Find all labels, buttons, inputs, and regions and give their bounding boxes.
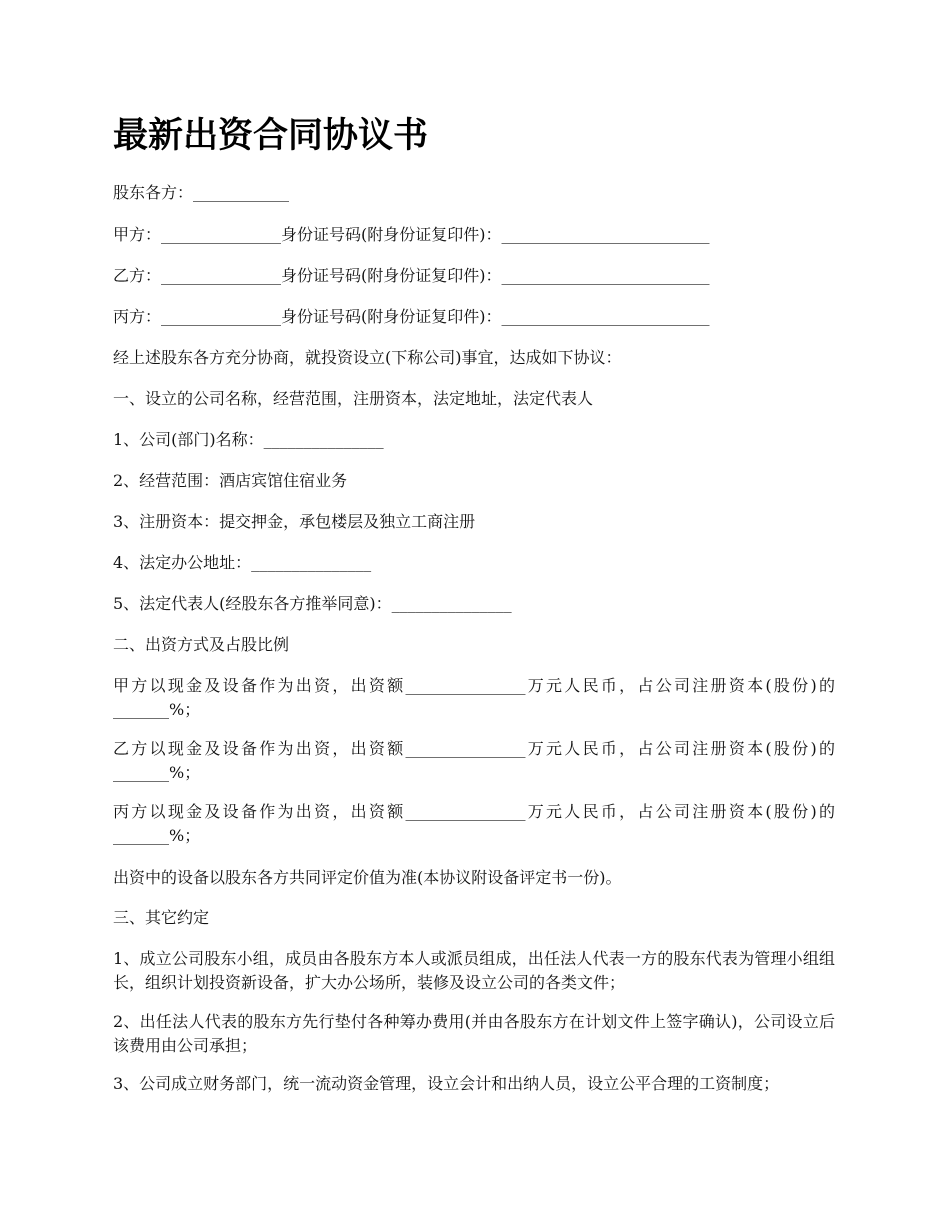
section-3-item: 3、公司成立财务部门，统一流动资金管理，设立会计和出纳人员，设立公平合理的工资制度； bbox=[113, 1074, 780, 1093]
section-1-item: 3、注册资本：提交押金，承包楼层及独立工商注册 bbox=[113, 512, 476, 531]
section-3-item: 2、出任法人代表的股东方先行垫付各种筹办费用(并由各股东方在计划文件上签字确认)，公司设立后该费用由公司承担； bbox=[113, 1012, 835, 1055]
section-2-item: 甲方以现金及设备作为出资，出资额_______________万元人民币，占公司注册资本(股份)的_______%； bbox=[113, 676, 835, 719]
section-1-item: 4、法定办公地址：_______________ bbox=[113, 553, 372, 572]
section-3-item: 1、成立公司股东小组，成员由各股东方本人或派员组成，出任法人代表一方的股东代表为管理小组组长，组织计划投资新设备，扩大办公场所，装修及设立公司的各类文件； bbox=[113, 949, 835, 992]
section-1-item: 2、经营范围：酒店宾馆住宿业务 bbox=[113, 471, 348, 490]
section-1-item: 1、公司(部门)名称：_______________ bbox=[113, 430, 384, 449]
section-3-heading: 三、其它约定 bbox=[113, 908, 210, 927]
section-1-heading: 一、设立的公司名称，经营范围，注册资本，法定地址，法定代表人 bbox=[113, 389, 594, 408]
party-a-line: 甲方：_______________身份证号码(附身份证复印件)：__________________________ bbox=[113, 225, 710, 244]
party-b-line: 乙方：_______________身份证号码(附身份证复印件)：__________________________ bbox=[113, 266, 710, 285]
document-title: 最新出资合同协议书 bbox=[113, 115, 429, 156]
section-1-item: 5、法定代表人(经股东各方推举同意)：_______________ bbox=[113, 594, 512, 613]
section-2-item: 乙方以现金及设备作为出资，出资额_______________万元人民币，占公司注册资本(股份)的_______%； bbox=[113, 739, 835, 782]
shareholders-label: 股东各方：____________ bbox=[113, 183, 290, 202]
party-c-line: 丙方：_______________身份证号码(附身份证复印件)：__________________________ bbox=[113, 307, 710, 326]
section-2-note: 出资中的设备以股东各方共同评定价值为准(本协议附设备评定书一份)。 bbox=[113, 868, 622, 887]
section-2-item: 丙方以现金及设备作为出资，出资额_______________万元人民币，占公司注册资本(股份)的_______%； bbox=[113, 802, 835, 845]
intro-text: 经上述股东各方充分协商，就投资设立(下称公司)事宜，达成如下协议： bbox=[113, 348, 622, 367]
section-2-heading: 二、出资方式及占股比例 bbox=[113, 635, 290, 654]
